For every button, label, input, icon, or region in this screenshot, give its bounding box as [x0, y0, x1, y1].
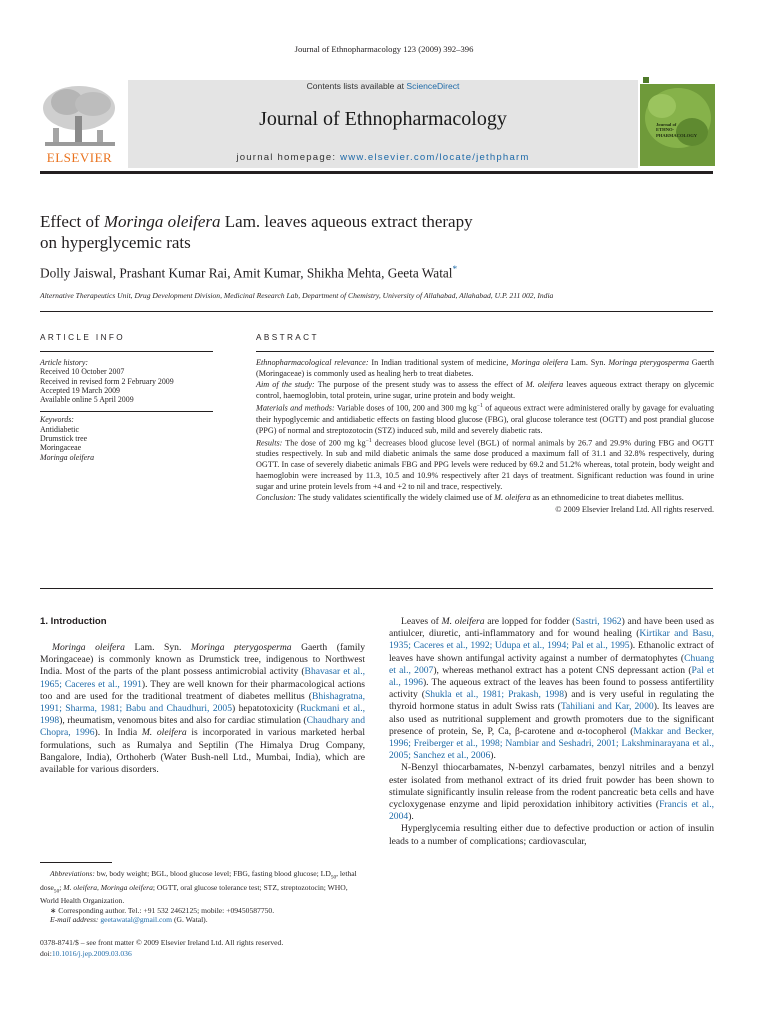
body-text: ) and have been used as antiulcer, diuretic, anti-inflammatory and for wound healing (: [389, 616, 714, 640]
species-name: M. oleifera: [141, 727, 187, 739]
abstract-aim: [256, 379, 714, 401]
abbreviations-label: Abbreviations:: [50, 869, 95, 878]
cover-line-3: PHARMACOLOGY: [656, 132, 698, 138]
abstract-species: M. oleifera: [525, 380, 564, 389]
title-species: Moringa oleifera: [103, 212, 221, 231]
corresponding-author-mark[interactable]: *: [452, 265, 458, 275]
body-text: ).: [490, 750, 496, 762]
abstract-text: as an ethnomedicine to treat diabetes mellitus.: [530, 493, 684, 503]
citation-link[interactable]: Bhishagratna, 1991; Sharma, 1981; Babu and Chaudhuri, 2005: [40, 690, 365, 715]
body-text: ), whereas methanol extract has a potent CNS depressant action (: [433, 664, 692, 676]
intro-column-right: [389, 616, 714, 848]
cover-line-2: ETHNO-: [656, 127, 675, 133]
keyword-item: Drumstick tree: [40, 434, 88, 444]
homepage-prefix: journal homepage:: [236, 152, 341, 163]
citation-link[interactable]: Chuang et al., 2007: [389, 652, 714, 676]
citation-link[interactable]: Tahiliani and Kar, 2000: [560, 701, 654, 713]
abstract-text: decreases blood glucose level (BGL) of normal animals by 26.7 and 29.9% during FBG and OGTT studies respectively. In sub and mild diabetic animals the same dose produced a maximum fall of 31.1 and 32.8% respectively, during OGTT. In case of severely diabetic animals FBG and PPG levels were reduced by 69.2 and 51.2% whereas, total protein, body weight and haemoglobin were increased by 11.3, 10.5 and 10.9% respectively after 21 days of treatment. Significant reduction was found in urine sugar and urine protein levels from +4 and +2 to nil and trace, respectively.: [256, 438, 714, 492]
journal-title: Journal of Ethnopharmacology: [259, 108, 507, 130]
citation-link[interactable]: Bhavasar et al., 1965; Caceres et al., 1991: [40, 666, 365, 690]
header-bottom-rule: [40, 311, 713, 312]
abstract-methods: [256, 401, 714, 436]
relevance-label: Ethnopharmacological relevance:: [256, 358, 369, 367]
body-text: ). In India: [94, 727, 142, 739]
abstract-text: The dose of 200 mg kg: [282, 438, 366, 448]
abstract-conclusion: [256, 492, 714, 503]
abstract-text: The purpose of the present study was to assess the effect of: [314, 380, 526, 389]
body-text: ), rheumatism, venomous bites and also for cardiac stimulation (: [59, 715, 307, 727]
title-text-3: on hyperglycemic rats: [40, 233, 191, 252]
body-paragraph: [389, 762, 714, 823]
intro-paragraph: [40, 642, 365, 776]
article-info: [40, 358, 212, 462]
author-list: [40, 265, 457, 281]
email-label: E-mail address:: [50, 914, 99, 924]
doi-prefix: doi:: [40, 949, 52, 958]
history-online: Available online 5 April 2009: [40, 395, 134, 405]
title-text-1: Effect of: [40, 212, 104, 231]
abstract-text: Variable doses of 100, 200 and 300 mg kg: [334, 403, 477, 413]
species-name: Moringa pterygosperma: [190, 642, 292, 653]
body-text: ) and is very useful in regulating the thyroid hormone status in adult Swiss rats (: [389, 689, 714, 713]
abstract-text: Gaerth (Moringaceae) is commonly used as healing herb to treat diabetes.: [256, 358, 714, 378]
abstract-text: of aqueous extract were administered orally by gavage for evaluating their hypoglycemic and antidiabetic effects on fasting blood glucose (FBG), oral glucose tolerance test (OGTT) and post prandial glucose (PPG) of normal and streptozotocin (STZ) induced sub, mild and severely diabetic rats.: [256, 403, 714, 435]
species-name: M. oleifera, Moringa oleifera: [63, 882, 153, 892]
body-text: N-Benzyl thiocarbamates, N-benzyl carbamates, benzyl nitriles and a benzyl ester isolated from methanol extract of its dried fruit powder has been shown to stimulate significantly insulin release from the rodent pancreatic beta cells and have cycloxygenase enzyme and lipid peroxidation inhibitory activities (: [389, 762, 714, 811]
info-divider: [40, 411, 213, 412]
citation-link[interactable]: Francis et al., 2004: [389, 799, 714, 823]
body-text: are lopped for fodder (: [484, 616, 576, 627]
contents-availability: [128, 81, 638, 91]
body-text: ). The aqueous extract of the leaves has been found to possess antifertility activity (: [389, 677, 714, 701]
body-text: Lam. Syn.: [124, 642, 191, 653]
unit-exponent: −1: [476, 403, 483, 409]
footnote-text: , lethal dose: [40, 869, 357, 892]
front-matter-info: [40, 937, 370, 959]
abstract-bottom-rule: [40, 588, 713, 589]
doi-line: [40, 948, 370, 959]
history-label: Article history:: [40, 358, 88, 367]
copyright-notice: © 2009 Elsevier Ireland Ltd. All rights reserved.: [555, 505, 714, 515]
journal-homepage: [128, 152, 638, 163]
title-text-2: Lam. leaves aqueous extract therapy: [220, 212, 473, 231]
footnote-text: bw, body weight; BGL, blood glucose level; FBG, fasting blood glucose; LD: [94, 869, 331, 878]
email-link[interactable]: geetawatal@gmail.com: [100, 914, 173, 924]
issn-line: 0378-8741/$ – see front matter © 2009 Elsevier Ireland Ltd. All rights reserved.: [40, 938, 284, 947]
corresponding-author-footnote: ∗ Corresponding author. Tel.: +91 532 2462125; mobile: +09450587750.: [50, 905, 275, 915]
abstract-text: Lam. Syn.: [568, 358, 609, 367]
article-title: [40, 211, 680, 253]
body-text: ). Its leaves are also used as nutritional supplement and growth promoters due to the significant presence of protein, Se, P, Ca, β-carotene and α-tocopherol (: [389, 701, 715, 737]
abstract-text: The study validates scientifically the widely claimed use of: [296, 493, 495, 503]
keywords-label: Keywords:: [40, 415, 74, 425]
abstract-relevance: [256, 357, 714, 379]
history-received: Received 10 October 2007: [40, 367, 125, 377]
aim-label: Aim of the study:: [256, 380, 315, 389]
citation-link[interactable]: Chaudhary and Chopra, 1996: [40, 715, 365, 739]
article-info-rule: [40, 351, 213, 352]
keyword-item: Moringa oleifera: [40, 452, 95, 462]
body-text: Gaerth (family Moringaceae) is commonly known as Drumstick tree, indigenous to Northwest India. Most of the parts of the plant possess antimicrobial activity (: [40, 642, 365, 678]
methods-label: Materials and methods:: [256, 403, 335, 413]
unit-exponent: −1: [365, 437, 372, 444]
results-label: Results:: [256, 438, 283, 448]
abstract-top-rule: [256, 351, 714, 352]
doi-link[interactable]: 10.1016/j.jep.2009.03.036: [51, 949, 132, 958]
body-text: is incorporated in various marketed herbal formulations, such as Rumalya and Septilin (The Himalya Drug Company, Bangalore, India), Orthoherb (Water Bush-nell Ltd., Mumbai, India), which are available for various disorders.: [40, 727, 365, 776]
cover-title: [656, 122, 697, 138]
species-name: M. oleifera: [441, 616, 485, 627]
keyword-item: Antidiabetic: [40, 424, 80, 434]
body-text: ). They are well known for their pharmacological actions too and are used for the traditional treatment of diabetes mellitus (: [40, 678, 365, 702]
citation-link[interactable]: Ruckmani et al., 1998: [40, 703, 366, 727]
subscript: 50: [53, 888, 60, 895]
species-name: Moringa oleifera: [52, 642, 125, 653]
journal-cover-thumbnail: [640, 76, 715, 166]
sciencedirect-link[interactable]: ScienceDirect: [406, 81, 460, 91]
intro-column-left: [40, 642, 365, 776]
citation-link[interactable]: Sastri, 1962: [575, 616, 622, 627]
footnote-rule: [40, 862, 112, 863]
conclusion-label: Conclusion:: [256, 493, 297, 503]
citation-link[interactable]: Kirtikar and Basu, 1935; Caceres et al., 1992; Udupa et al., 1994; Pal et al., 1995: [389, 628, 714, 652]
abstract-results: [256, 436, 714, 493]
abstract-species: Moringa oleifera: [511, 358, 569, 367]
footnotes: [40, 869, 365, 924]
body-paragraph: Hyperglycemia resulting either due to defective production or action of insulin leads to a number of complications; cardiovascular,: [389, 823, 714, 847]
body-text: ).: [408, 811, 414, 823]
footnote-text: ;: [59, 882, 64, 892]
subscript: 50: [330, 874, 337, 881]
footnote-text: (G. Watal).: [172, 914, 208, 924]
history-accepted: Accepted 19 March 2009: [40, 385, 120, 395]
abstract-body: [256, 357, 714, 515]
email-footnote: [40, 915, 365, 924]
abstract-text: leaves aqueous extract therapy on glycemic control, haemoglobin, total protein, urine sugar, urine protein and body weight.: [256, 380, 714, 400]
abstract-text: In Indian traditional system of medicine,: [368, 358, 512, 367]
article-info-heading: ARTICLE INFO: [40, 333, 126, 342]
abstract-species: Moringa pterygosperma: [608, 358, 689, 367]
footnote-text: ; OGTT, oral glucose tolerance test; STZ, streptozotocin; WHO, World Health Organization.: [40, 882, 348, 906]
abbreviations-footnote: [40, 869, 365, 906]
homepage-link[interactable]: www.elsevier.com/locate/jethpharm: [340, 152, 530, 163]
abstract-heading: ABSTRACT: [256, 333, 319, 342]
keyword-item: Moringaceae: [40, 443, 82, 453]
masthead-rule: [40, 171, 713, 174]
citation-link[interactable]: Shukla et al., 1981; Prakash, 1998: [424, 689, 565, 701]
cover-line-1: Journal of: [656, 122, 677, 127]
citation-link[interactable]: Makkar and Becker, 1996; Freiberger et al., 1998; Nambiar and Seshadri, 2001; Lakshminarayana et al., 2005; Sanchez et al., 2006: [389, 725, 715, 762]
citation-link[interactable]: Pal et al., 1996: [389, 664, 714, 689]
section-heading-introduction: 1. Introduction: [40, 616, 107, 627]
body-paragraph: [389, 616, 714, 762]
contents-prefix: Contents lists available at: [306, 81, 407, 91]
abstract-species: M. oleifera: [494, 493, 531, 503]
publisher-wordmark: ELSEVIER: [46, 150, 113, 165]
body-text: Leaves of: [401, 616, 442, 627]
body-text: ). Ethanolic extract of leaves have shown antifungal activity against a number of dermatophytes (: [389, 640, 714, 664]
body-text: ) hepatotoxicity (: [232, 703, 301, 715]
affiliation: Alternative Therapeutics Unit, Drug Development Division, Medicinal Research Lab, Department of Chemistry, University of Allahabad, Allahabad, U.P. 211 002, India: [40, 291, 554, 300]
authors-text: Dolly Jaiswal, Prashant Kumar Rai, Amit Kumar, Shikha Mehta, Geeta Watal: [40, 265, 453, 281]
journal-citation-line: Journal of Ethnopharmacology 123 (2009) 392–396: [294, 44, 474, 54]
history-revised: Received in revised form 2 February 2009: [40, 376, 174, 386]
